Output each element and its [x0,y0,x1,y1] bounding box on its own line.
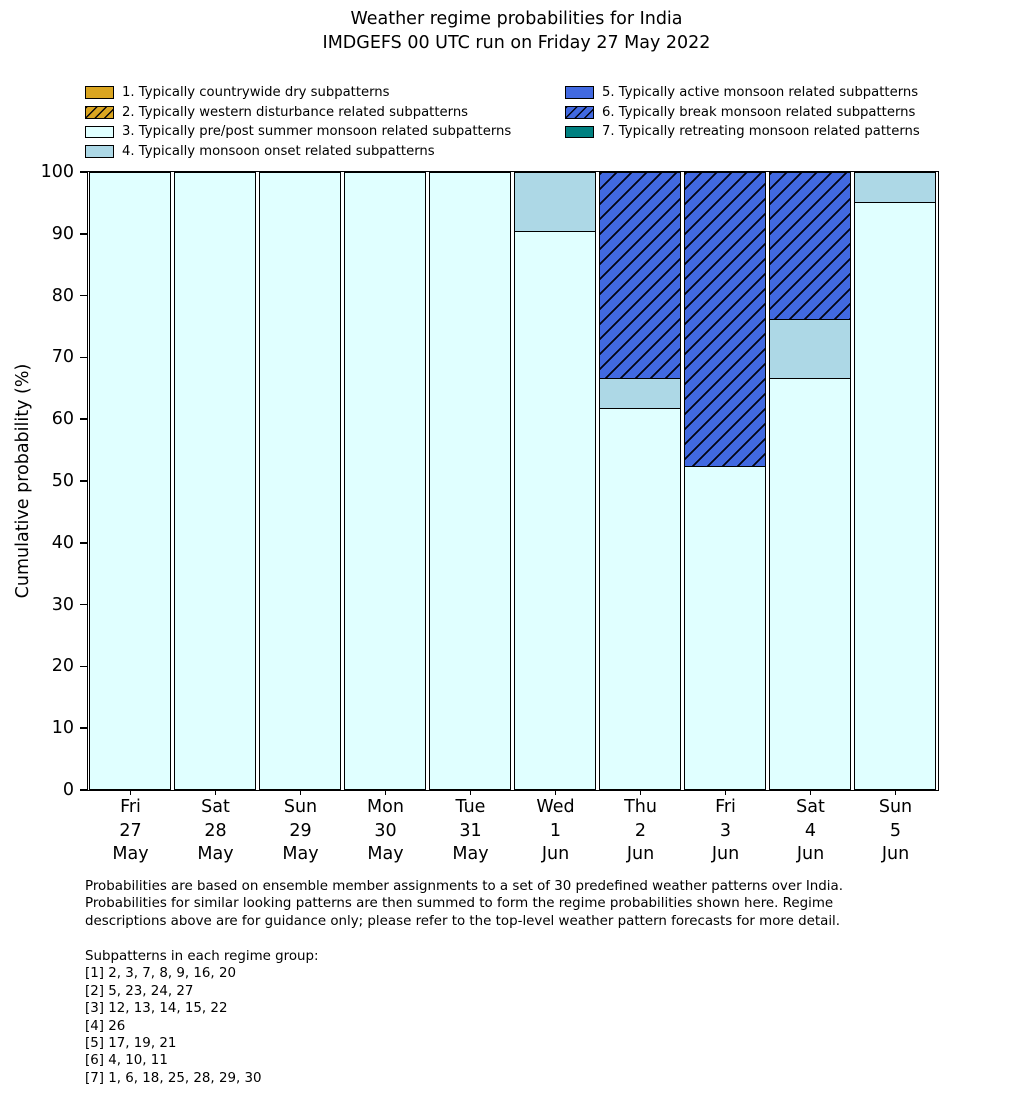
x-tick-label-fri-27-may [88,796,173,867]
x-tick-label-line: 28 [204,820,227,841]
x-tick-label-fri-3-jun [683,796,768,867]
x-tick-label-line: Sat [201,797,230,817]
x-tick-label-line: Sun [878,797,913,817]
footer-line: Probabilities for similar looking patterns are then summed to form the regime probabilities shown here. Regime [85,896,834,912]
y-tick-label-40: 40 [51,532,74,553]
x-tick-label-sat-4-jun [768,796,853,867]
y-tick-label-60: 60 [51,409,74,430]
x-tick-label-wed-1-jun [513,796,598,867]
segment-regime-4 [514,172,596,232]
x-tick-label-line: Tue [455,797,486,817]
subpatterns-header: Subpatterns in each regime group: [85,949,319,964]
x-tick-label-line: 29 [289,820,312,841]
y-tick-label-100: 100 [40,162,74,182]
x-tick-mark [640,790,642,795]
segment-regime-4 [599,377,681,408]
stacked-bar-thu-2-jun [599,172,681,790]
bars-container [88,172,938,790]
legend-swatch-1 [85,86,114,99]
x-tick-mark [385,790,387,795]
footer-line: descriptions above are for guidance only; please refer to the top-level weather pattern forecasts for more detail. [85,913,841,929]
x-tick-label-line: 3 [719,820,732,841]
bar-slot-1 [173,172,258,790]
segment-regime-6 [769,172,851,321]
x-tick-label-line: May [367,844,404,864]
legend-label-2: 2. Typically western disturbance related subpatterns [122,104,469,120]
subpatterns-entry-2: [2] 5, 23, 24, 27 [85,983,194,999]
bar-slot-6 [598,172,683,790]
y-tick-mark [80,542,88,544]
segment-regime-3 [684,466,766,790]
x-tick-mark [470,790,472,795]
legend-item-2 [85,106,511,119]
segment-regime-3 [429,172,511,790]
x-tick-label-line: May [112,844,149,864]
bar-slot-4 [428,172,513,790]
legend-label-7: 7. Typically retreating monsoon related patterns [602,124,920,140]
legend-item-5 [565,86,920,99]
x-tick-label-mon-30-may [343,796,428,867]
y-tick-mark [80,233,88,235]
legend-item-1 [85,86,511,99]
x-tick-label-line: 27 [119,820,142,841]
segment-regime-6 [599,172,681,379]
subpatterns-entry-1: [1] 2, 3, 7, 8, 9, 16, 20 [85,966,236,982]
y-tick-label-20: 20 [51,656,74,677]
x-tick-label-line: Jun [541,844,570,864]
legend-item-3 [85,125,511,138]
segment-regime-3 [514,230,596,789]
x-tick-label-line: Wed [536,797,575,817]
bar-slot-5 [513,172,598,790]
legend-column-left [85,86,511,164]
legend-swatch-4 [85,145,114,158]
bar-slot-9 [853,172,938,790]
x-tick-label-sun-5-jun [853,796,938,867]
x-tick-label-line: May [282,844,319,864]
x-tick-label-thu-2-jun [598,796,683,867]
legend-item-6 [565,106,920,119]
stacked-bar-tue-31-may [429,172,511,790]
stacked-bar-sat-4-jun [769,172,851,790]
x-tick-label-line: 2 [634,820,647,841]
y-tick-mark [80,480,88,482]
segment-regime-3 [599,407,681,790]
y-tick-mark [80,604,88,606]
chart-title-block [0,7,1033,55]
legend-label-5: 5. Typically active monsoon related subpatterns [602,85,919,101]
x-tick-label-sun-29-may [258,796,343,867]
chart-title: Weather regime probabilities for India [350,9,683,29]
legend-item-7 [565,125,920,138]
x-tick-label-line: Mon [367,797,404,817]
y-tick-label-90: 90 [51,223,74,244]
chart-subtitle: IMDGEFS 00 UTC run on Friday 27 May 2022 [322,33,711,53]
legend-label-1: 1. Typically countrywide dry subpatterns [122,85,390,101]
segment-regime-3 [854,201,936,789]
x-tick-label-line: Fri [120,797,141,817]
x-tick-label-line: Thu [624,797,657,817]
legend-swatch-3 [85,126,114,139]
x-tick-mark [215,790,217,795]
y-tick-label-80: 80 [51,285,74,306]
y-tick-label-0: 0 [62,780,74,800]
x-tick-label-line: May [197,844,234,864]
y-tick-label-30: 30 [51,594,74,615]
stacked-bar-wed-1-jun [514,172,596,790]
x-tick-label-line: 5 [889,820,902,841]
subpatterns-entry-4: [4] 26 [85,1018,126,1034]
segment-regime-3 [259,172,341,790]
bar-slot-7 [683,172,768,790]
x-tick-label-line: May [452,844,489,864]
y-tick-mark [80,418,88,420]
footer-paragraph [85,878,843,930]
x-tick-label-line: Jun [881,844,910,864]
x-tick-mark [555,790,557,795]
segment-regime-3 [344,172,426,790]
x-tick-label-line: Sat [796,797,825,817]
x-tick-label-line: 31 [459,820,482,841]
x-tick-label-line: 1 [549,820,562,841]
bar-slot-2 [258,172,343,790]
x-tick-label-line: Jun [711,844,740,864]
x-tick-label-line: Jun [796,844,825,864]
y-tick-mark [80,171,88,173]
legend-item-4 [85,145,511,158]
legend-swatch-7 [565,126,594,139]
segment-regime-4 [854,172,936,203]
segment-regime-3 [89,172,171,790]
y-tick-label-70: 70 [51,347,74,368]
y-axis-label: Cumulative probability (%) [13,363,33,599]
x-tick-mark [300,790,302,795]
y-tick-mark [80,666,88,668]
x-tick-label-line: 30 [374,820,397,841]
y-tick-mark [80,357,88,359]
stacked-bar-sun-29-may [259,172,341,790]
stacked-bar-fri-27-may [89,172,171,790]
x-tick-mark [895,790,897,795]
x-tick-label-line: Jun [626,844,655,864]
footer-line: Probabilities are based on ensemble member assignments to a set of 30 predefined weather patterns over India. [85,879,843,894]
legend-label-4: 4. Typically monsoon onset related subpatterns [122,143,435,159]
y-tick-mark [80,295,88,297]
bar-slot-8 [768,172,853,790]
legend-swatch-5 [565,86,594,99]
plot-area [87,171,939,791]
y-tick-label-50: 50 [51,471,74,491]
y-tick-mark [80,789,88,791]
x-tick-label-line: Fri [715,797,736,817]
segment-regime-4 [769,319,851,379]
x-tick-label-sat-28-may [173,796,258,867]
legend-label-6: 6. Typically break monsoon related subpatterns [602,104,916,120]
legend-label-3: 3. Typically pre/post summer monsoon related subpatterns [122,124,512,140]
stacked-bar-sun-5-jun [854,172,936,790]
x-tick-label-line: Sun [283,797,318,817]
x-tick-mark [810,790,812,795]
legend-swatch-6-hatched [565,106,594,119]
segment-regime-3 [174,172,256,790]
stacked-bar-mon-30-may [344,172,426,790]
bar-slot-3 [343,172,428,790]
y-tick-label-10: 10 [51,718,74,739]
stacked-bar-fri-3-jun [684,172,766,790]
x-tick-label-tue-31-may [428,796,513,867]
subpatterns-entry-7: [7] 1, 6, 18, 25, 28, 29, 30 [85,1070,262,1086]
subpatterns-list [85,948,319,1087]
x-tick-label-line: 4 [804,820,817,841]
bar-slot-0 [88,172,173,790]
legend-column-right [565,86,920,145]
stacked-bar-sat-28-may [174,172,256,790]
segment-regime-3 [769,377,851,789]
subpatterns-entry-5: [5] 17, 19, 21 [85,1036,177,1052]
segment-regime-6 [684,172,766,468]
x-tick-mark [725,790,727,795]
y-tick-mark [80,727,88,729]
legend-swatch-2-hatched [85,106,114,119]
x-tick-mark [130,790,132,795]
subpatterns-entry-6: [6] 4, 10, 11 [85,1053,168,1069]
subpatterns-entry-3: [3] 12, 13, 14, 15, 22 [85,1001,228,1017]
